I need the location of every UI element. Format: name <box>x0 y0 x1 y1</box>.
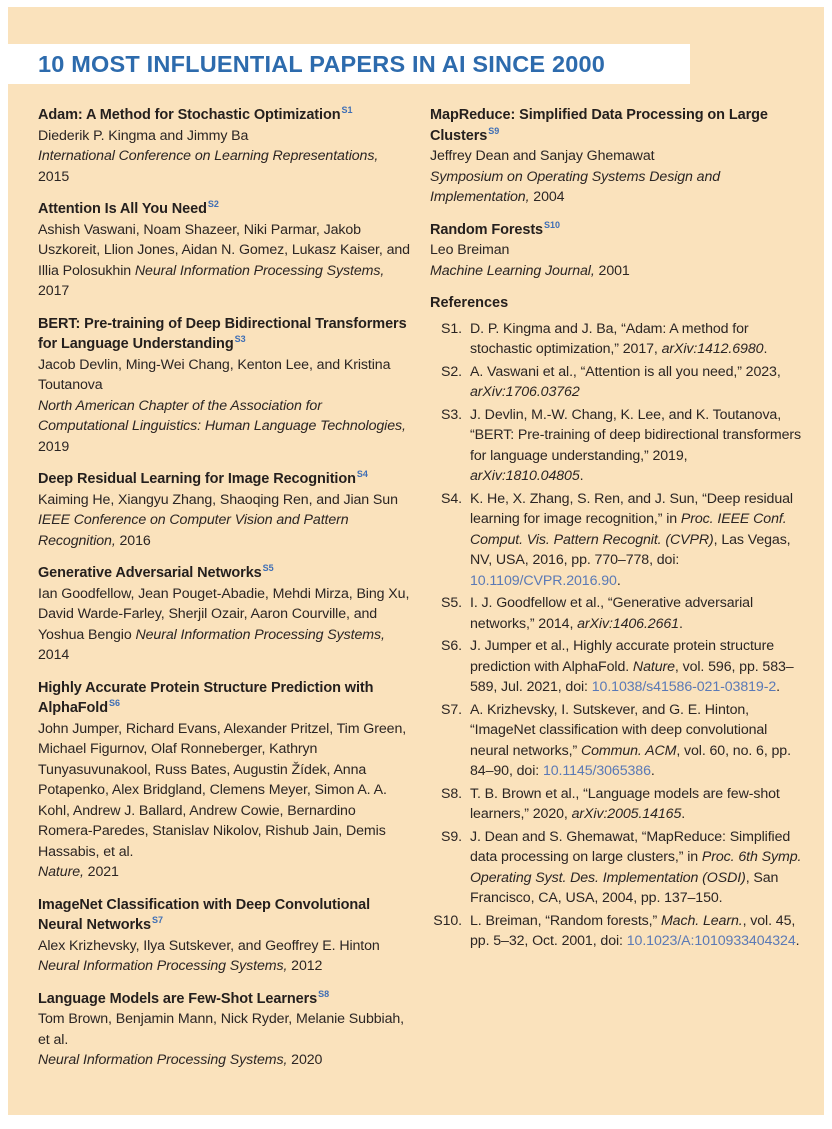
reference-superscript-link[interactable]: S4 <box>356 469 368 480</box>
paper-title: Adam: A Method for Stochastic Optimization$^{S1}$ <box>38 105 353 123</box>
paper-title: Deep Residual Learning for Image Recognition$^{S4}$ <box>38 469 368 487</box>
paper-venue: International Conference on Learning Representations, 2015 <box>38 148 379 185</box>
reference-superscript-link[interactable]: S3 <box>234 334 246 345</box>
references-heading: References <box>430 295 509 311</box>
reference-label: S7. <box>441 701 462 718</box>
paper-authors: Diederik P. Kingma and Jimmy Ba <box>38 127 249 144</box>
title-band <box>8 44 690 84</box>
content-columns <box>38 105 802 1083</box>
reference-label: S9. <box>441 828 462 845</box>
page-panel <box>8 7 824 1115</box>
paper-entry <box>38 563 410 666</box>
reference-superscript-link[interactable]: S7 <box>151 915 163 926</box>
paper-authors-venue: Ashish Vaswani, Noam Shazeer, Niki Parmar, Jakob Uszkoreit, Llion Jones, Aidan N. Gomez, Lukasz Kaiser, and Illia Polosukhin Neural Information Processing Systems, 2017 <box>38 221 410 299</box>
reference-item <box>430 911 802 952</box>
paper-authors: Leo Breiman <box>430 242 510 258</box>
reference-text: A. Vaswani et al., “Attention is all you need,” 2023, arXiv:1706.03762 <box>470 363 781 400</box>
paper-entry <box>38 895 410 977</box>
reference-text: A. Krizhevsky, I. Sutskever, and G. E. Hinton, “ImageNet classification with deep convolutional neural networks,” Commun. ACM, vol. 60, no. 6, pp. 84–90, doi: 10.1145/3065386. <box>470 701 791 779</box>
reference-item <box>430 636 802 698</box>
reference-text: L. Breiman, “Random forests,” Mach. Learn., vol. 45, pp. 5–32, Oct. 2001, doi: 10.1023/A:1010933404324. <box>470 912 800 949</box>
reference-label: S1. <box>441 320 462 337</box>
reference-superscript-link[interactable]: S2 <box>207 199 219 210</box>
paper-entry <box>430 220 802 282</box>
papers-right-entries <box>430 105 802 281</box>
paper-authors: Tom Brown, Benjamin Mann, Nick Ryder, Melanie Subbiah, et al. <box>38 1011 405 1048</box>
paper-title: MapReduce: Simplified Data Processing on Large Clusters$^{S9}$ <box>430 107 768 144</box>
reference-text: K. He, X. Zhang, S. Ren, and J. Sun, “Deep residual learning for image recognition,” in Proc. IEEE Conf. Comput. Vis. Pattern Recognit. (CVPR), Las Vegas, NV, USA, 2016, pp. 770–778, doi: 10.1109/CVPR.2016.90. <box>470 490 793 589</box>
paper-entry <box>430 105 802 208</box>
reference-item <box>430 593 802 634</box>
reference-superscript-link[interactable]: S5 <box>262 563 274 574</box>
reference-item <box>430 319 802 360</box>
paper-authors-venue: Ian Goodfellow, Jean Pouget-Abadie, Mehdi Mirza, Bing Xu, David Warde-Farley, Sherjil Ozair, Aaron Courville, and Yoshua Bengio Neural Information Processing Systems, 2014 <box>38 585 410 663</box>
doi-link[interactable]: 10.1145/3065386 <box>542 763 651 779</box>
paper-title: Highly Accurate Protein Structure Prediction with AlphaFold$^{S6}$ <box>38 679 374 716</box>
paper-venue: Machine Learning Journal, 2001 <box>430 262 630 279</box>
reference-text: J. Dean and S. Ghemawat, “MapReduce: Simplified data processing on large clusters,” in Proc. 6th Symp. Operating Syst. Des. Implementation (OSDI), San Francisco, CA, USA, 2004, pp. 137–150. <box>470 828 802 906</box>
reference-label: S6. <box>441 638 462 654</box>
paper-entry <box>38 678 410 883</box>
references-list <box>430 319 802 952</box>
reference-text: D. P. Kingma and J. Ba, “Adam: A method for stochastic optimization,” 2017, arXiv:1412.6980. <box>470 320 768 357</box>
papers-column-right <box>430 105 802 1083</box>
paper-venue: Neural Information Processing Systems, 2012 <box>38 958 323 974</box>
reference-text: J. Devlin, M.-W. Chang, K. Lee, and K. Toutanova, “BERT: Pre-training of deep bidirectional transformers for language understanding,” 2019, arXiv:1810.04805. <box>470 406 802 484</box>
reference-label: S5. <box>441 595 462 611</box>
reference-label: S3. <box>441 406 462 423</box>
paper-entry <box>38 199 410 302</box>
references-section <box>430 293 802 952</box>
page-title: 10 MOST INFLUENTIAL PAPERS IN AI SINCE 2000 <box>38 51 606 77</box>
reference-label: S8. <box>441 785 462 802</box>
doi-link[interactable]: 10.1038/s41586-021-03819-2 <box>591 679 777 695</box>
papers-column-left <box>38 105 410 1083</box>
reference-item <box>430 405 802 487</box>
paper-title: ImageNet Classification with Deep Convolutional Neural Networks$^{S7}$ <box>38 896 371 933</box>
paper-authors: Kaiming He, Xiangyu Zhang, Shaoqing Ren, and Jian Sun <box>38 491 398 508</box>
paper-venue: Symposium on Operating Systems Design and Implementation, 2004 <box>430 168 721 205</box>
reference-superscript-link[interactable]: S9 <box>488 125 500 136</box>
reference-item <box>430 700 802 782</box>
reference-text: I. J. Goodfellow et al., “Generative adversarial networks,” 2014, arXiv:1406.2661. <box>470 595 754 632</box>
paper-authors: John Jumper, Richard Evans, Alexander Pritzel, Tim Green, Michael Figurnov, Olaf Ronneberger, Kathryn Tunyasuvunakool, Russ Bates, Augustin Žídek, Anna Potapenko, Alex Bridgland, Clemens Meyer, Simon A. A. Kohl, Andrew J. Ballard, Andrew Cowie, Bernardino Romera-Paredes, Stanislav Nikolov, Rishub Jain, Demis Hassabis, et al. <box>38 720 407 860</box>
paper-venue: North American Chapter of the Association for Computational Linguistics: Human Language Technologies, 2019 <box>38 397 406 455</box>
reference-superscript-link[interactable]: S6 <box>108 698 120 709</box>
reference-superscript-link[interactable]: S8 <box>318 988 330 999</box>
reference-item <box>430 827 802 909</box>
paper-authors: Jeffrey Dean and Sanjay Ghemawat <box>430 148 655 164</box>
reference-superscript-link[interactable]: S10 <box>544 219 561 230</box>
reference-text: T. B. Brown et al., “Language models are few-shot learners,” 2020, arXiv:2005.14165. <box>470 785 780 822</box>
reference-label: S2. <box>441 363 462 380</box>
paper-entry <box>38 989 410 1071</box>
paper-authors: Jacob Devlin, Ming-Wei Chang, Kenton Lee, and Kristina Toutanova <box>38 356 391 393</box>
paper-title: Random Forests$^{S10}$ <box>430 219 561 238</box>
paper-title: BERT: Pre-training of Deep Bidirectional Transformers for Language Understanding$^{S3}$ <box>38 315 407 352</box>
reference-item <box>430 362 802 403</box>
reference-label: S10. <box>433 912 462 929</box>
reference-text: J. Jumper et al., Highly accurate protein structure prediction with AlphaFold. Nature, vol. 596, pp. 583–589, Jul. 2021, doi: 10.1038/s41586-021-03819-2. <box>470 638 794 695</box>
reference-item <box>430 784 802 825</box>
paper-title: Language Models are Few-Shot Learners$^{S8}$ <box>38 988 330 1007</box>
reference-item <box>430 489 802 592</box>
paper-title: Attention Is All You Need$^{S2}$ <box>38 199 219 217</box>
paper-venue: IEEE Conference on Computer Vision and Pattern Recognition, 2016 <box>38 512 349 549</box>
paper-venue: Nature, 2021 <box>38 864 119 880</box>
doi-link[interactable]: 10.1109/CVPR.2016.90 <box>470 572 617 589</box>
paper-entry <box>38 314 410 458</box>
doi-link[interactable]: 10.1023/A:1010933404324 <box>626 933 796 949</box>
paper-title: Generative Adversarial Networks$^{S5}$ <box>38 563 274 581</box>
paper-entry <box>38 105 410 187</box>
reference-superscript-link[interactable]: S1 <box>341 105 353 116</box>
paper-entry <box>38 469 410 551</box>
paper-authors: Alex Krizhevsky, Ilya Sutskever, and Geoffrey E. Hinton <box>38 937 380 954</box>
paper-venue: Neural Information Processing Systems, 2020 <box>38 1052 323 1068</box>
reference-label: S4. <box>441 490 462 507</box>
